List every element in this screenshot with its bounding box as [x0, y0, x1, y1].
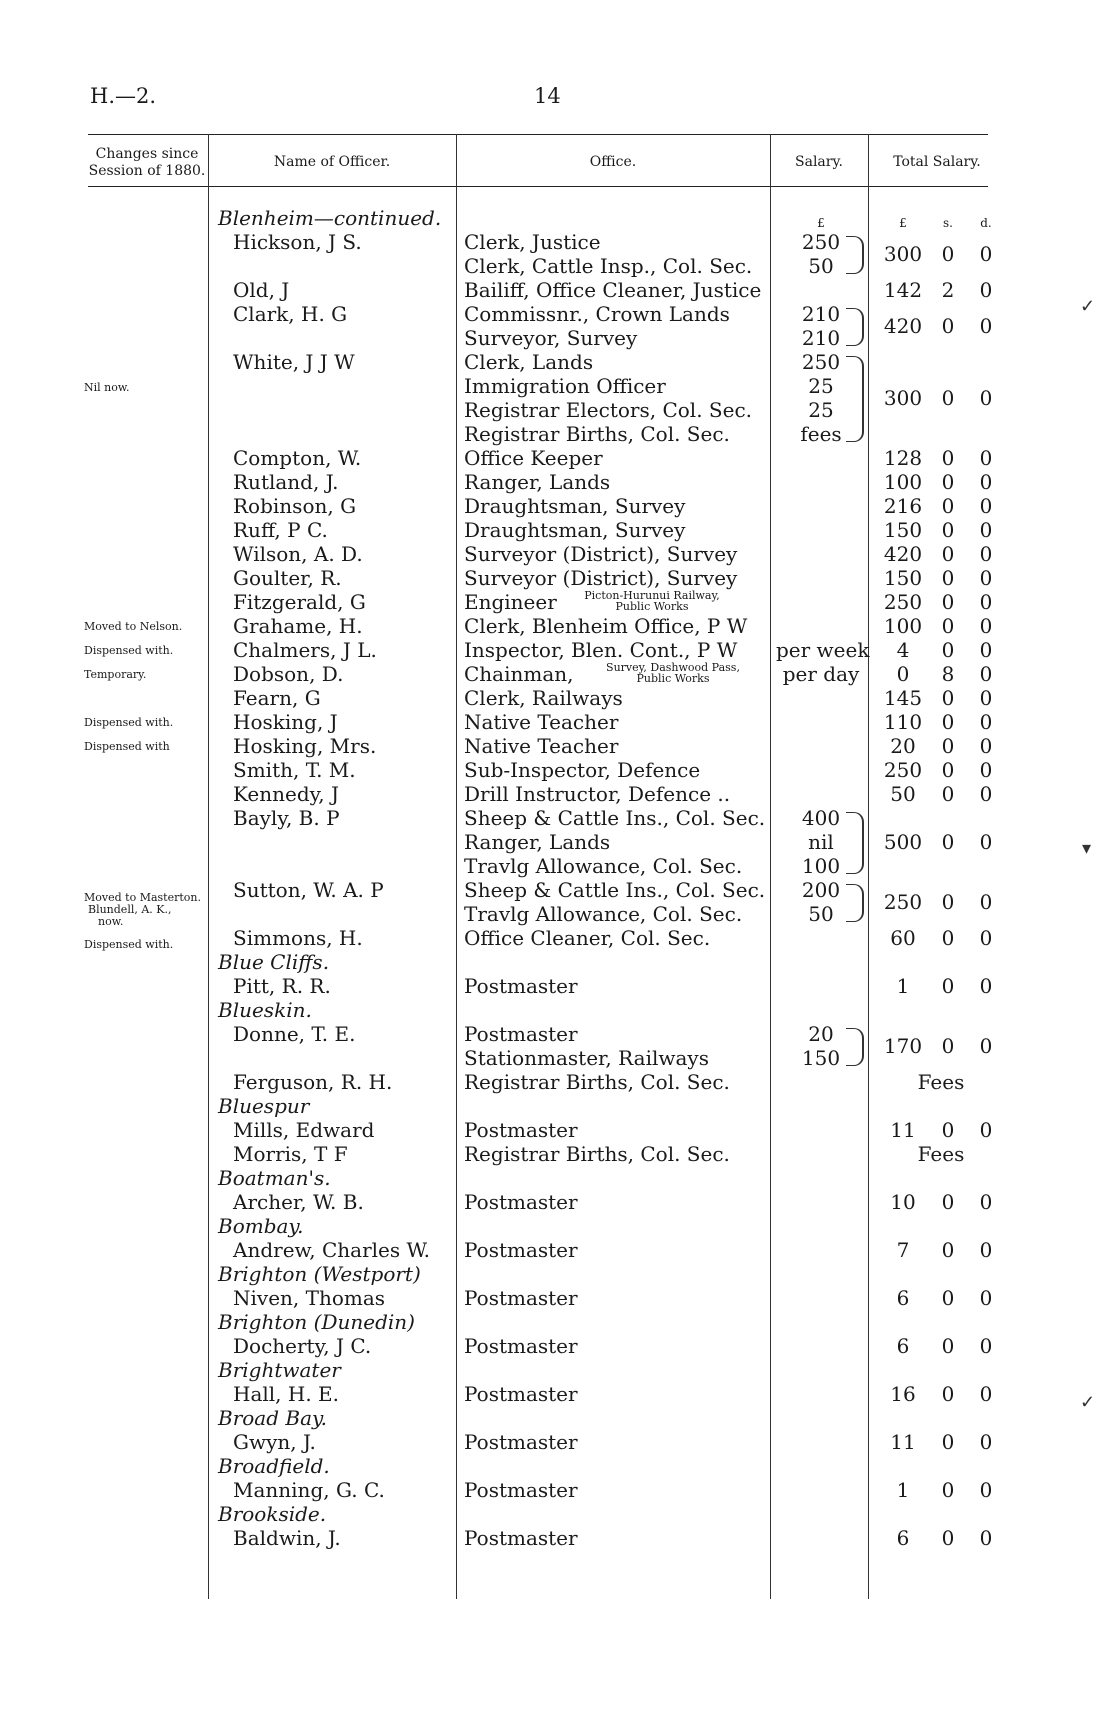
total-shillings: 0 [941, 710, 955, 734]
office: Ranger, Lands [464, 830, 611, 854]
officer-name: Morris, T F [233, 1142, 348, 1166]
office: Postmaster [464, 1382, 578, 1406]
salary: 100 [801, 854, 841, 878]
salary: 250 [801, 350, 841, 374]
office-note-line: Public Works [615, 600, 689, 613]
office: Postmaster [464, 1238, 578, 1262]
table-row [0, 1238, 1114, 1262]
office-note-line: Survey, Dashwood Pass, [606, 661, 740, 674]
officer-name: Chalmers, J L. [233, 638, 377, 662]
office: Postmaster [464, 1286, 578, 1310]
officer-name: Hosking, J [233, 710, 338, 734]
officer-name: Hickson, J S. [233, 230, 362, 254]
table-row [0, 758, 1114, 782]
place-heading: Broadfield. [218, 1454, 330, 1478]
table-row [0, 1190, 1114, 1214]
table-row [0, 1478, 1114, 1502]
total-shillings: 0 [941, 830, 955, 854]
change-note [84, 892, 201, 928]
salary: 400 [801, 806, 841, 830]
place-heading: Blenheim—continued. [218, 206, 442, 230]
office: Postmaster [464, 1334, 578, 1358]
total-pence: 0 [979, 470, 993, 494]
total-pounds: 11 [890, 1118, 916, 1142]
total-pence: 0 [979, 710, 993, 734]
place-heading: Brookside. [218, 1502, 327, 1526]
total-shillings: 0 [941, 566, 955, 590]
office: Sheep & Cattle Ins., Col. Sec. [464, 878, 766, 902]
officer-name: Andrew, Charles W. [233, 1238, 430, 1262]
total-shillings: 0 [941, 386, 955, 410]
officer-name: Gwyn, J. [233, 1430, 316, 1454]
office: Surveyor (District), Survey [464, 542, 738, 566]
total-pounds: 128 [883, 446, 923, 470]
table-header-rule [88, 186, 988, 187]
total-pence: 0 [979, 1286, 993, 1310]
total-pence: 0 [979, 890, 993, 914]
total-pounds: 4 [896, 638, 910, 662]
total-pence: 0 [979, 638, 993, 662]
document-code: H.—2. [90, 84, 157, 108]
total-pence: 0 [979, 1118, 993, 1142]
table-row [0, 1214, 1114, 1238]
office: Travlg Allowance, Col. Sec. [464, 854, 743, 878]
officer-name: Mills, Edward [233, 1118, 375, 1142]
officer-name: Archer, W. B. [233, 1190, 364, 1214]
table-row [0, 1406, 1114, 1430]
table-row [0, 854, 1114, 878]
total-pounds: 250 [883, 890, 923, 914]
total-pounds: 1 [896, 1478, 910, 1502]
total-unit-pounds: £ [899, 216, 907, 230]
change-note: Moved to Nelson. [84, 620, 183, 633]
total-shillings: 0 [941, 614, 955, 638]
office: Native Teacher [464, 710, 619, 734]
table-top-rule [88, 134, 988, 135]
office: Clerk, Railways [464, 686, 623, 710]
salary: 210 [801, 302, 841, 326]
office: Postmaster [464, 1022, 578, 1046]
total-pounds: 420 [883, 314, 923, 338]
salary: per day [782, 662, 860, 686]
total-pence: 0 [979, 1034, 993, 1058]
total-shillings: 0 [941, 242, 955, 266]
total-pence: 0 [979, 686, 993, 710]
total-pounds: 100 [883, 614, 923, 638]
table-row [0, 974, 1114, 998]
office: Sub-Inspector, Defence [464, 758, 701, 782]
officer-name: Manning, G. C. [233, 1478, 385, 1502]
total-shillings: 8 [941, 662, 955, 686]
total-pounds: 6 [896, 1286, 910, 1310]
column-header-name: Name of Officer. [273, 154, 391, 170]
total-salary [0, 386, 1114, 410]
office: Sheep & Cattle Ins., Col. Sec. [464, 806, 766, 830]
table-row [0, 206, 1114, 230]
total-shillings: 0 [941, 1238, 955, 1262]
change-note: Temporary. [84, 668, 147, 681]
office-note [552, 590, 752, 612]
total-salary [0, 314, 1114, 338]
salary: 25 [808, 374, 834, 398]
table-row [0, 542, 1114, 566]
total-shillings: 0 [941, 686, 955, 710]
total-pence: 0 [979, 1478, 993, 1502]
officer-name: Wilson, A. D. [233, 542, 363, 566]
table-row [0, 278, 1114, 302]
office: Clerk, Lands [464, 350, 594, 374]
office: Clerk, Justice [464, 230, 601, 254]
total-pounds: 60 [890, 926, 916, 950]
office: Clerk, Cattle Insp., Col. Sec. [464, 254, 753, 278]
table-row [0, 446, 1114, 470]
total-shillings: 0 [941, 1430, 955, 1454]
office: Inspector, Blen. Cont., P W [464, 638, 738, 662]
office: Registrar Births, Col. Sec. [464, 1070, 730, 1094]
total-pence: 0 [979, 386, 993, 410]
total-salary [0, 830, 1114, 854]
column-header-changes: Changes since Session of 1880. [88, 146, 206, 179]
total-pounds: 250 [883, 590, 923, 614]
total-pounds: 100 [883, 470, 923, 494]
margin-mark: ✓ [1080, 296, 1096, 317]
office: Bailiff, Office Cleaner, Justice [464, 278, 762, 302]
salary: 25 [808, 398, 834, 422]
total-shillings: 0 [941, 926, 955, 950]
total-pounds: 500 [883, 830, 923, 854]
total-pence: 0 [979, 926, 993, 950]
total-shillings: 0 [941, 470, 955, 494]
place-heading: Bluespur [218, 1094, 310, 1118]
office: Office Cleaner, Col. Sec. [464, 926, 711, 950]
total-pounds: 0 [896, 662, 910, 686]
total-pounds: 250 [883, 758, 923, 782]
total-pence: 0 [979, 830, 993, 854]
table-row [0, 1526, 1114, 1550]
table-row [0, 470, 1114, 494]
change-note: Dispensed with. [84, 938, 174, 951]
officer-name: Hall, H. E. [233, 1382, 339, 1406]
table-row [0, 782, 1114, 806]
total-pence: 0 [979, 518, 993, 542]
table-row [0, 1310, 1114, 1334]
total-pounds: 11 [890, 1430, 916, 1454]
place-heading: Blueskin. [218, 998, 312, 1022]
salary: 150 [801, 1046, 841, 1070]
total-pence: 0 [979, 662, 993, 686]
office: Drill Instructor, Defence .. [464, 782, 731, 806]
office: Postmaster [464, 1118, 578, 1142]
office-note [588, 662, 758, 684]
salary: nil [808, 830, 834, 854]
office: Postmaster [464, 974, 578, 998]
total-shillings: 0 [941, 1034, 955, 1058]
table-row [0, 518, 1114, 542]
total-pence: 0 [979, 446, 993, 470]
officer-name: Smith, T. M. [233, 758, 356, 782]
officer-name: Compton, W. [233, 446, 362, 470]
office: Registrar Electors, Col. Sec. [464, 398, 752, 422]
total-pounds: 50 [890, 782, 916, 806]
total-unit-shillings: s. [943, 216, 953, 230]
place-heading: Brightwater [218, 1358, 341, 1382]
total-pounds: 300 [883, 386, 923, 410]
total-pounds: 216 [883, 494, 923, 518]
place-heading: Boatman's. [218, 1166, 331, 1190]
office: Registrar Births, Col. Sec. [464, 1142, 730, 1166]
officer-name: Bayly, B. P [233, 806, 340, 830]
table-row [0, 1286, 1114, 1310]
total-shillings: 0 [941, 494, 955, 518]
office: Postmaster [464, 1478, 578, 1502]
salary: 50 [808, 902, 834, 926]
change-note-line: Blundell, A. K., [88, 903, 172, 916]
column-header-salary: Salary. [795, 154, 843, 170]
total-pence: 0 [979, 542, 993, 566]
total-shillings: 0 [941, 890, 955, 914]
salary: 210 [801, 326, 841, 350]
table-row [0, 998, 1114, 1022]
total-shillings: 0 [941, 518, 955, 542]
office: Commissnr., Crown Lands [464, 302, 730, 326]
office: Travlg Allowance, Col. Sec. [464, 902, 743, 926]
total-shillings: 0 [941, 1286, 955, 1310]
total-salary [0, 1034, 1114, 1058]
salary: fees [800, 422, 842, 446]
table-row [0, 1118, 1114, 1142]
officer-name: Hosking, Mrs. [233, 734, 377, 758]
total-pence: 0 [979, 734, 993, 758]
place-heading: Blue Cliffs. [218, 950, 330, 974]
total-pounds: 6 [896, 1526, 910, 1550]
office: Postmaster [464, 1526, 578, 1550]
table-row [0, 422, 1114, 446]
total-pounds: 300 [883, 242, 923, 266]
salary-unit: £ [817, 216, 825, 230]
table-row [0, 1358, 1114, 1382]
total-pounds: 110 [883, 710, 923, 734]
office: Office Keeper [464, 446, 603, 470]
total-salary: Fees [917, 1070, 965, 1094]
officer-name: Kennedy, J [233, 782, 340, 806]
total-pounds: 6 [896, 1334, 910, 1358]
table-row [0, 686, 1114, 710]
table-row [0, 1166, 1114, 1190]
total-shillings: 0 [941, 734, 955, 758]
total-pence: 0 [979, 614, 993, 638]
office: Ranger, Lands [464, 470, 611, 494]
table-row [0, 1070, 1114, 1094]
office: Immigration Officer [464, 374, 666, 398]
officer-name: Niven, Thomas [233, 1286, 386, 1310]
officer-name: Dobson, D. [233, 662, 344, 686]
total-pence: 0 [979, 278, 993, 302]
office: Native Teacher [464, 734, 619, 758]
table-row [0, 494, 1114, 518]
table-row [0, 1502, 1114, 1526]
table-row [0, 1142, 1114, 1166]
salary: 50 [808, 254, 834, 278]
total-shillings: 0 [941, 1190, 955, 1214]
change-note: Dispensed with [84, 740, 170, 753]
column-header-total: Total Salary. [893, 154, 981, 170]
office: Surveyor (District), Survey [464, 566, 738, 590]
total-pounds: 10 [890, 1190, 916, 1214]
table-row [0, 950, 1114, 974]
change-note: Dispensed with. [84, 644, 174, 657]
column-header-office: Office. [589, 154, 637, 170]
total-pence: 0 [979, 242, 993, 266]
officer-name: Fitzgerald, G [233, 590, 366, 614]
table-row [0, 566, 1114, 590]
total-pounds: 420 [883, 542, 923, 566]
total-pence: 0 [979, 1526, 993, 1550]
officer-name: Fearn, G [233, 686, 321, 710]
total-shillings: 0 [941, 1526, 955, 1550]
total-pence: 0 [979, 590, 993, 614]
place-heading: Brighton (Westport) [218, 1262, 421, 1286]
total-shillings: 0 [941, 446, 955, 470]
total-shillings: 0 [941, 974, 955, 998]
total-salary [0, 242, 1114, 266]
office: Engineer [464, 590, 557, 614]
officer-name: Ferguson, R. H. [233, 1070, 393, 1094]
table-row [0, 590, 1114, 614]
total-shillings: 0 [941, 1382, 955, 1406]
page-number: 14 [534, 84, 561, 108]
officer-name: Clark, H. G [233, 302, 348, 326]
change-note-line: Moved to Masterton. [84, 891, 201, 904]
total-pounds: 145 [883, 686, 923, 710]
officer-name: White, J J W [233, 350, 355, 374]
table-row [0, 1262, 1114, 1286]
officer-name: Simmons, H. [233, 926, 363, 950]
table-row [0, 806, 1114, 830]
officer-name: Sutton, W. A. P [233, 878, 384, 902]
office: Clerk, Blenheim Office, P W [464, 614, 748, 638]
total-unit-pence: d. [980, 216, 992, 230]
office: Chainman, [464, 662, 574, 686]
table-row [0, 1454, 1114, 1478]
salary: per week [776, 638, 870, 662]
office: Draughtsman, Survey [464, 518, 686, 542]
officer-name: Donne, T. E. [233, 1022, 356, 1046]
total-salary: Fees [917, 1142, 965, 1166]
total-pence: 0 [979, 1334, 993, 1358]
total-shillings: 0 [941, 1118, 955, 1142]
table-row [0, 1094, 1114, 1118]
total-pounds: 20 [890, 734, 916, 758]
total-pence: 0 [979, 314, 993, 338]
margin-mark: ▾ [1082, 838, 1092, 859]
office: Registrar Births, Col. Sec. [464, 422, 730, 446]
table-row [0, 1430, 1114, 1454]
total-pounds: 7 [896, 1238, 910, 1262]
total-shillings: 0 [941, 1478, 955, 1502]
total-shillings: 0 [941, 758, 955, 782]
total-pence: 0 [979, 782, 993, 806]
total-shillings: 0 [941, 638, 955, 662]
total-pounds: 150 [883, 566, 923, 590]
officer-name: Pitt, R. R. [233, 974, 331, 998]
total-shillings: 0 [941, 590, 955, 614]
total-pence: 0 [979, 1382, 993, 1406]
margin-mark: ✓ [1080, 1392, 1096, 1413]
officer-name: Goulter, R. [233, 566, 342, 590]
officer-name: Rutland, J. [233, 470, 339, 494]
total-pence: 0 [979, 1238, 993, 1262]
table-row [0, 662, 1114, 686]
table-row [0, 1334, 1114, 1358]
change-note: Nil now. [84, 381, 130, 394]
office-note-line: Public Works [636, 672, 710, 685]
total-pence: 0 [979, 566, 993, 590]
office: Postmaster [464, 1190, 578, 1214]
salary: 20 [808, 1022, 834, 1046]
office: Stationmaster, Railways [464, 1046, 709, 1070]
total-shillings: 2 [941, 278, 955, 302]
table-row [0, 1382, 1114, 1406]
officer-name: Baldwin, J. [233, 1526, 341, 1550]
total-pounds: 170 [883, 1034, 923, 1058]
total-pence: 0 [979, 494, 993, 518]
total-shillings: 0 [941, 782, 955, 806]
total-pence: 0 [979, 758, 993, 782]
officer-name: Grahame, H. [233, 614, 363, 638]
place-heading: Broad Bay. [218, 1406, 328, 1430]
office: Postmaster [464, 1430, 578, 1454]
total-pounds: 142 [883, 278, 923, 302]
place-heading: Bombay. [218, 1214, 304, 1238]
place-heading: Brighton (Dunedin) [218, 1310, 415, 1334]
salary: 250 [801, 230, 841, 254]
total-pence: 0 [979, 1430, 993, 1454]
change-note: Dispensed with. [84, 716, 174, 729]
total-pence: 0 [979, 1190, 993, 1214]
change-note-line: now. [98, 915, 124, 928]
table-row [0, 350, 1114, 374]
officer-name: Old, J [233, 278, 290, 302]
total-pounds: 1 [896, 974, 910, 998]
office: Draughtsman, Survey [464, 494, 686, 518]
total-shillings: 0 [941, 1334, 955, 1358]
salary: 200 [801, 878, 841, 902]
office-note-line: Picton-Hurunui Railway, [584, 589, 720, 602]
officer-name: Docherty, J C. [233, 1334, 372, 1358]
total-shillings: 0 [941, 314, 955, 338]
total-pounds: 16 [890, 1382, 916, 1406]
officer-name: Ruff, P C. [233, 518, 328, 542]
total-pence: 0 [979, 974, 993, 998]
total-shillings: 0 [941, 542, 955, 566]
office: Surveyor, Survey [464, 326, 638, 350]
officer-name: Robinson, G [233, 494, 357, 518]
total-pounds: 150 [883, 518, 923, 542]
